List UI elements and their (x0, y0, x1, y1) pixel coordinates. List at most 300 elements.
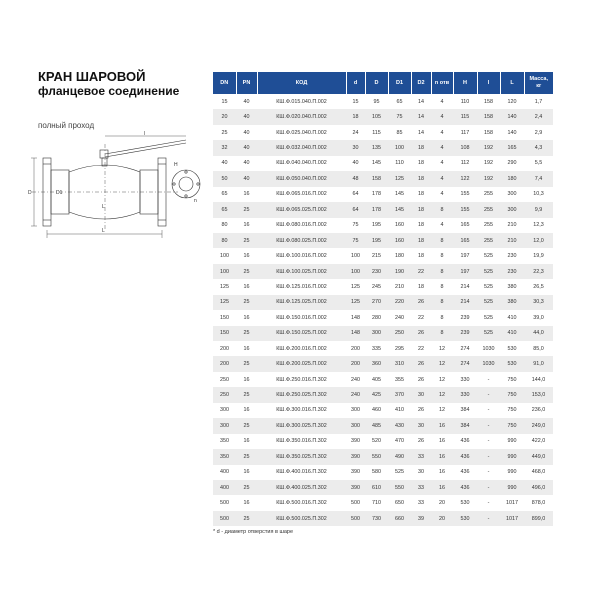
table-cell: 80 (213, 218, 236, 233)
table-cell: 40 (346, 156, 365, 171)
table-cell: 26 (411, 403, 431, 418)
table-row (213, 449, 553, 464)
table-cell: 750 (500, 403, 524, 418)
table-cell: 18 (411, 171, 431, 186)
table-cell: 490 (388, 449, 411, 464)
table-cell: 125 (388, 171, 411, 186)
table-row (213, 341, 553, 356)
table-cell: 12 (431, 387, 453, 402)
table-cell: 12 (431, 356, 453, 371)
table-cell: - (477, 372, 500, 387)
table-cell: 436 (453, 449, 477, 464)
table-cell: 80 (213, 233, 236, 248)
table-cell: 195 (365, 218, 388, 233)
table-cell: 255 (477, 233, 500, 248)
table-cell: 280 (365, 310, 388, 325)
table-cell: 422,0 (524, 434, 553, 449)
handle-length-label: l (144, 131, 146, 137)
table-cell: 300 (346, 403, 365, 418)
table-cell: - (477, 511, 500, 526)
table-cell: 190 (388, 264, 411, 279)
table-cell: 22,3 (524, 264, 553, 279)
body-length-label: L (102, 204, 105, 210)
table-row (213, 326, 553, 341)
table-cell: 8 (431, 248, 453, 263)
table-cell: 100 (346, 264, 365, 279)
table-cell: 370 (388, 387, 411, 402)
table-cell: 500 (346, 495, 365, 510)
table-cell: 40 (236, 109, 257, 124)
table-row (213, 495, 553, 510)
table-cell: 300 (213, 418, 236, 433)
table-cell: 8 (431, 264, 453, 279)
table-cell: 12 (431, 403, 453, 418)
table-cell: КШ.Ф.080.016.П.002 (257, 218, 346, 233)
table-cell: - (477, 387, 500, 402)
table-cell: 100 (213, 248, 236, 263)
table-cell: 496,0 (524, 480, 553, 495)
table-cell: 112 (453, 156, 477, 171)
table-cell: 1017 (500, 511, 524, 526)
table-cell: 525 (477, 326, 500, 341)
table-cell: 520 (365, 434, 388, 449)
table-cell: 239 (453, 310, 477, 325)
table-cell: 610 (365, 480, 388, 495)
table-cell: КШ.Ф.150.016.П.002 (257, 310, 346, 325)
table-cell: 18 (411, 248, 431, 263)
table-cell: 436 (453, 465, 477, 480)
table-cell: КШ.Ф.100.016.П.002 (257, 248, 346, 263)
table-cell: КШ.Ф.040.040.П.002 (257, 156, 346, 171)
table-cell: 48 (346, 171, 365, 186)
table-cell: 105 (365, 109, 388, 124)
table-row (213, 264, 553, 279)
table-cell: 18 (411, 218, 431, 233)
table-cell: 125 (346, 279, 365, 294)
table-cell: 250 (213, 372, 236, 387)
table-row (213, 403, 553, 418)
table-cell: 4 (431, 140, 453, 155)
table-cell: 525 (477, 310, 500, 325)
table-cell: 255 (477, 187, 500, 202)
table-cell: 18 (411, 156, 431, 171)
table-cell: КШ.Ф.300.025.П.302 (257, 418, 346, 433)
table-row (213, 387, 553, 402)
table-cell: 100 (388, 140, 411, 155)
table-cell: 75 (346, 233, 365, 248)
table-row (213, 125, 553, 140)
table-cell: 30,3 (524, 295, 553, 310)
table-cell: КШ.Ф.080.025.П.002 (257, 233, 346, 248)
table-cell: 192 (477, 140, 500, 155)
table-cell: 18 (411, 187, 431, 202)
table-cell: 8 (431, 279, 453, 294)
column-header: l (477, 72, 500, 94)
table-cell: 10,3 (524, 187, 553, 202)
table-cell: 25 (236, 295, 257, 310)
table-cell: 25 (236, 202, 257, 217)
table-cell: 125 (346, 295, 365, 310)
table-cell: - (477, 449, 500, 464)
table-cell: 485 (365, 418, 388, 433)
table-row (213, 233, 553, 248)
table-cell: 230 (500, 264, 524, 279)
table-row (213, 248, 553, 263)
table-cell: 1030 (477, 356, 500, 371)
table-cell: 500 (213, 495, 236, 510)
column-header: D1 (388, 72, 411, 94)
table-cell: 25 (236, 233, 257, 248)
table-cell: 468,0 (524, 465, 553, 480)
table-cell: 525 (477, 279, 500, 294)
table-cell: 16 (431, 449, 453, 464)
table-cell: 165 (453, 233, 477, 248)
table-cell: 4 (431, 187, 453, 202)
table-cell: 39,0 (524, 310, 553, 325)
table-cell: 145 (365, 156, 388, 171)
table-cell: 22 (411, 310, 431, 325)
table-cell: 899,0 (524, 511, 553, 526)
column-header: L (500, 72, 524, 94)
table-cell: 4 (431, 156, 453, 171)
table-cell: 4,3 (524, 140, 553, 155)
table-cell: 449,0 (524, 449, 553, 464)
table-cell: 180 (388, 248, 411, 263)
table-cell: 115 (453, 109, 477, 124)
table-cell: 500 (346, 511, 365, 526)
table-cell: 65 (388, 94, 411, 109)
table-cell: 310 (388, 356, 411, 371)
table-cell: КШ.Ф.125.025.П.002 (257, 295, 346, 310)
table-cell: 26 (411, 326, 431, 341)
table-cell: 150 (213, 326, 236, 341)
table-cell: КШ.Ф.050.040.П.002 (257, 171, 346, 186)
product-title: КРАН ШАРОВОЙ (38, 69, 146, 84)
table-cell: 215 (365, 248, 388, 263)
table-cell: 290 (500, 156, 524, 171)
footnote: * d - диаметр отверстия в шаре (213, 529, 294, 535)
table-cell: 350 (213, 434, 236, 449)
table-cell: 25 (236, 449, 257, 464)
table-cell: 4 (431, 125, 453, 140)
table-cell: 25 (236, 356, 257, 371)
table-cell: 65 (213, 202, 236, 217)
table-cell: 300 (346, 418, 365, 433)
table-cell: 64 (346, 202, 365, 217)
table-row (213, 480, 553, 495)
table-cell: 16 (431, 465, 453, 480)
table-cell: 32 (213, 140, 236, 155)
table-cell: КШ.Ф.015.040.П.002 (257, 94, 346, 109)
table-cell: КШ.Ф.065.016.П.002 (257, 187, 346, 202)
table-cell: 165 (500, 140, 524, 155)
table-cell: 240 (346, 387, 365, 402)
table-body (213, 94, 553, 526)
table-cell: 26 (411, 295, 431, 310)
table-cell: 360 (365, 356, 388, 371)
table-row (213, 511, 553, 526)
column-header: D (365, 72, 388, 94)
table-cell: КШ.Ф.250.016.П.302 (257, 372, 346, 387)
height-label: H (174, 162, 178, 168)
table-cell: 148 (346, 310, 365, 325)
column-header: КОД (257, 72, 346, 94)
table-row (213, 356, 553, 371)
table-cell: 470 (388, 434, 411, 449)
table-cell: 110 (453, 94, 477, 109)
table-cell: 200 (213, 356, 236, 371)
table-cell: 144,0 (524, 372, 553, 387)
diameter-label: D (28, 190, 32, 196)
table-cell: КШ.Ф.500.025.П.302 (257, 511, 346, 526)
table-cell: 20 (431, 511, 453, 526)
table-cell: 990 (500, 465, 524, 480)
table-cell: 1030 (477, 341, 500, 356)
table-cell: 460 (365, 403, 388, 418)
table-cell: 250 (388, 326, 411, 341)
table-cell: 19,9 (524, 248, 553, 263)
table-row (213, 434, 553, 449)
table-cell: КШ.Ф.300.016.П.302 (257, 403, 346, 418)
table-cell: 580 (365, 465, 388, 480)
table-cell: 16 (236, 434, 257, 449)
table-cell: 140 (500, 125, 524, 140)
column-header: n отв (431, 72, 453, 94)
table-row (213, 109, 553, 124)
product-title-block (38, 69, 208, 99)
table-cell: КШ.Ф.100.025.П.002 (257, 264, 346, 279)
table-row (213, 418, 553, 433)
table-cell: 8 (431, 295, 453, 310)
table-cell: 550 (388, 480, 411, 495)
table-cell: 730 (365, 511, 388, 526)
table-cell: 14 (411, 94, 431, 109)
table-cell: 145 (388, 187, 411, 202)
table-cell: 100 (213, 264, 236, 279)
table-cell: 26 (411, 356, 431, 371)
table-cell: 274 (453, 341, 477, 356)
table-row (213, 202, 553, 217)
table-cell: 390 (346, 434, 365, 449)
table-cell: 390 (346, 465, 365, 480)
table-cell: 249,0 (524, 418, 553, 433)
table-cell: 240 (388, 310, 411, 325)
table-cell: 214 (453, 295, 477, 310)
table-cell: 255 (477, 202, 500, 217)
table-cell: 16 (236, 279, 257, 294)
table-cell: 192 (477, 156, 500, 171)
table-cell: 525 (477, 295, 500, 310)
spec-table (213, 72, 553, 526)
table-cell: 750 (500, 387, 524, 402)
table-cell: 158 (477, 109, 500, 124)
table-cell: 650 (388, 495, 411, 510)
table-cell: 33 (411, 480, 431, 495)
table-cell: 350 (213, 449, 236, 464)
valve-drawing (26, 130, 210, 240)
table-cell: 530 (453, 511, 477, 526)
table-cell: 425 (365, 387, 388, 402)
table-cell: 16 (236, 341, 257, 356)
table-cell: 239 (453, 326, 477, 341)
table-cell: 210 (500, 218, 524, 233)
table-cell: 192 (477, 171, 500, 186)
table-row (213, 94, 553, 109)
column-header: PN (236, 72, 257, 94)
table-cell: КШ.Ф.400.025.П.302 (257, 480, 346, 495)
table-cell: 330 (453, 372, 477, 387)
column-header: d (346, 72, 365, 94)
table-cell: 16 (236, 310, 257, 325)
table-cell: 26,5 (524, 279, 553, 294)
table-cell: 660 (388, 511, 411, 526)
table-cell: 200 (213, 341, 236, 356)
table-cell: 750 (500, 372, 524, 387)
table-cell: 25 (236, 511, 257, 526)
table-cell: 384 (453, 403, 477, 418)
table-cell: 195 (365, 233, 388, 248)
table-cell: 16 (236, 372, 257, 387)
table-cell: 25 (213, 125, 236, 140)
table-cell: 12,0 (524, 233, 553, 248)
table-cell: 18 (411, 279, 431, 294)
table-cell: 40 (236, 125, 257, 140)
table-cell: 990 (500, 480, 524, 495)
table-cell: 220 (388, 295, 411, 310)
table-cell: 380 (500, 295, 524, 310)
column-header: DN (213, 72, 236, 94)
table-cell: 270 (365, 295, 388, 310)
table-cell: 26 (411, 372, 431, 387)
table-cell: КШ.Ф.250.025.П.302 (257, 387, 346, 402)
table-cell: 165 (453, 218, 477, 233)
column-header: H (453, 72, 477, 94)
table-cell: 550 (365, 449, 388, 464)
table-cell: 750 (500, 418, 524, 433)
table-cell: 436 (453, 434, 477, 449)
table-cell: 200 (346, 356, 365, 371)
table-cell: 525 (477, 264, 500, 279)
table-cell: 16 (236, 465, 257, 480)
table-cell: 18 (411, 233, 431, 248)
table-cell: 20 (431, 495, 453, 510)
table-cell: 40 (236, 94, 257, 109)
table-cell: 155 (453, 187, 477, 202)
table-cell: 110 (388, 156, 411, 171)
table-cell: 14 (411, 125, 431, 140)
table-cell: 30 (346, 140, 365, 155)
table-cell: 8 (431, 202, 453, 217)
table-cell: 178 (365, 202, 388, 217)
table-cell: 400 (213, 480, 236, 495)
bolt-count-label: n (194, 198, 197, 204)
table-cell: 40 (236, 171, 257, 186)
table-cell: 5,5 (524, 156, 553, 171)
table-cell: 30 (411, 418, 431, 433)
table-cell: 240 (346, 372, 365, 387)
table-cell: 210 (500, 233, 524, 248)
table-cell: КШ.Ф.400.016.П.302 (257, 465, 346, 480)
table-cell: 16 (236, 248, 257, 263)
table-cell: 8 (431, 233, 453, 248)
table-cell: 16 (236, 187, 257, 202)
table-cell: 125 (213, 279, 236, 294)
table-cell: 255 (477, 218, 500, 233)
table-cell: 990 (500, 434, 524, 449)
table-cell: 140 (500, 109, 524, 124)
table-cell: 430 (388, 418, 411, 433)
table-cell: 1017 (500, 495, 524, 510)
table-cell: 40 (236, 156, 257, 171)
table-cell: КШ.Ф.150.025.П.002 (257, 326, 346, 341)
table-cell: 100 (346, 248, 365, 263)
table-cell: 436 (453, 480, 477, 495)
table-cell: 15 (213, 94, 236, 109)
table-cell: 7,4 (524, 171, 553, 186)
table-cell: 30 (411, 387, 431, 402)
table-cell: 40 (236, 140, 257, 155)
handle-bar (105, 140, 186, 154)
table-row (213, 310, 553, 325)
table-cell: 295 (388, 341, 411, 356)
table-cell: 405 (365, 372, 388, 387)
table-cell: 214 (453, 279, 477, 294)
flange-d-label: D1 (56, 190, 63, 196)
table-cell: 18 (411, 202, 431, 217)
table-cell: 40 (213, 156, 236, 171)
table-cell: 330 (453, 387, 477, 402)
table-cell: 274 (453, 356, 477, 371)
table-cell: 91,0 (524, 356, 553, 371)
table-cell: 300 (213, 403, 236, 418)
table-cell: 20 (213, 109, 236, 124)
table-cell: КШ.Ф.025.040.П.002 (257, 125, 346, 140)
table-cell: КШ.Ф.350.016.П.302 (257, 434, 346, 449)
table-cell: 18 (411, 140, 431, 155)
table-cell: 145 (388, 202, 411, 217)
table-cell: 50 (213, 171, 236, 186)
table-cell: 390 (346, 449, 365, 464)
table-cell: 300 (500, 202, 524, 217)
table-row (213, 279, 553, 294)
table-cell: 75 (346, 218, 365, 233)
table-cell: 39 (411, 511, 431, 526)
table-row (213, 171, 553, 186)
table-row (213, 187, 553, 202)
table-cell: 26 (411, 434, 431, 449)
table-cell: 14 (411, 109, 431, 124)
table-cell: 30 (411, 465, 431, 480)
table-cell: 4 (431, 109, 453, 124)
table-cell: 33 (411, 495, 431, 510)
table-cell: - (477, 465, 500, 480)
table-cell: 155 (453, 202, 477, 217)
table-cell: 33 (411, 449, 431, 464)
table-cell: 25 (236, 418, 257, 433)
table-cell: 197 (453, 264, 477, 279)
table-cell: 108 (453, 140, 477, 155)
table-cell: 8 (431, 326, 453, 341)
table-cell: 530 (500, 356, 524, 371)
table-cell: 158 (477, 94, 500, 109)
table-cell: 12 (431, 341, 453, 356)
table-cell: 525 (477, 248, 500, 263)
table-cell: 300 (500, 187, 524, 202)
table-cell: КШ.Ф.350.025.П.302 (257, 449, 346, 464)
table-row (213, 218, 553, 233)
table-cell: 24 (346, 125, 365, 140)
table-header-row (213, 72, 553, 94)
